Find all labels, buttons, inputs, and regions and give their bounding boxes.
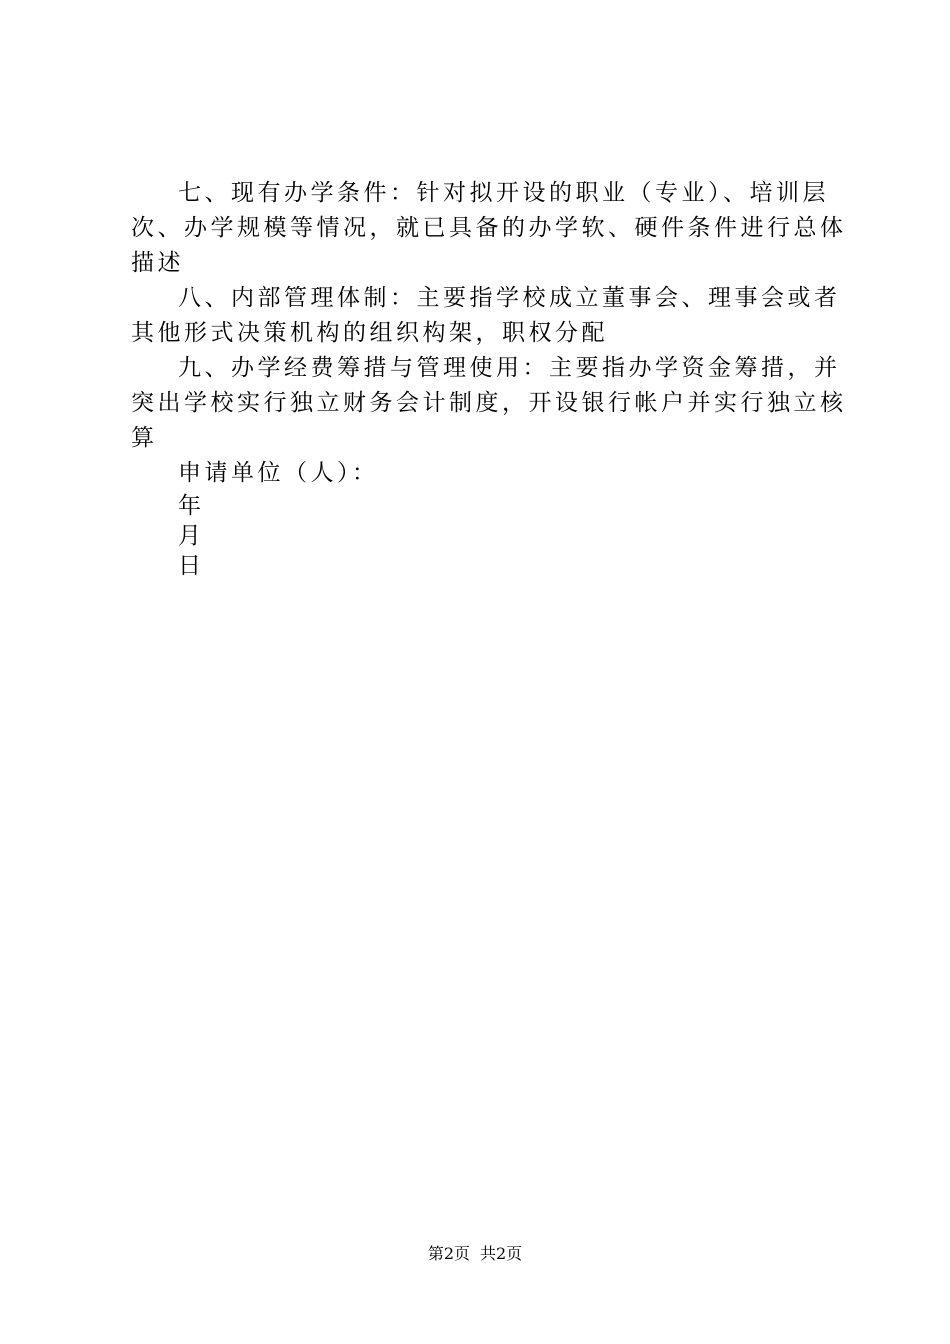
page-footer	[0, 1242, 950, 1266]
paragraph-line: 突出学校实行独立财务会计制度，开设银行帐户并实行独立核	[131, 390, 847, 416]
paragraph-line: 描述	[131, 250, 184, 276]
page-number: 第2页	[427, 1244, 470, 1263]
month-label: 月	[178, 523, 205, 549]
paragraph-line: 次、办学规模等情况，就已具备的办学软、硬件条件进行总体	[131, 215, 847, 241]
section-7	[131, 176, 847, 281]
year-label: 年	[178, 493, 205, 519]
paragraph-line: 算	[131, 425, 158, 451]
section-8	[131, 281, 841, 351]
paragraph-line: 其他形式决策机构的组织构架，职权分配	[131, 320, 608, 346]
page-total: 共2页	[480, 1244, 523, 1263]
paragraph-line: 九、办学经费筹措与管理使用：主要指办学资金筹措，并	[178, 355, 841, 381]
applicant-label: 申请单位（人）：	[178, 460, 379, 486]
document-body	[131, 176, 847, 581]
signature-block	[131, 456, 831, 581]
paragraph-line: 八、内部管理体制：主要指学校成立董事会、理事会或者	[178, 285, 841, 311]
section-9	[131, 351, 847, 456]
paragraph-line: 七、现有办学条件：针对拟开设的职业（专业）、培训层	[178, 180, 829, 206]
day-label: 日	[178, 553, 205, 579]
